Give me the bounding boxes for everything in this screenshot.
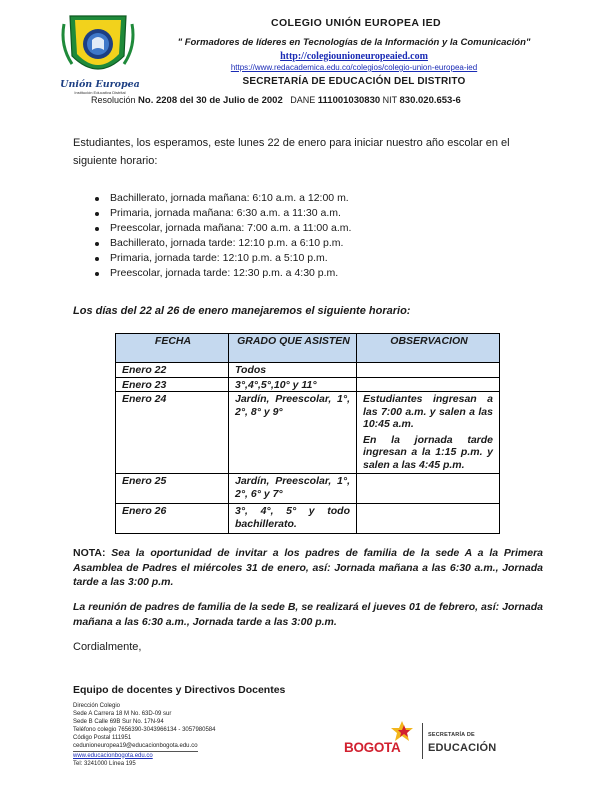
- redacademica-link[interactable]: https://www.redacademica.edu.co/colegios/colegio-union-europea-ied: [230, 63, 478, 72]
- footer-line: Tel: 3241000 Línea 195: [73, 760, 136, 767]
- school-motto: " Formadores de líderes en Tecnologías de la Información y la Comunicación": [177, 37, 531, 48]
- dane-label: DANE: [290, 95, 316, 105]
- resolution-line: [91, 95, 461, 106]
- logo-name: Unión Europea: [60, 79, 140, 90]
- date-cell: Enero 26: [116, 504, 229, 534]
- signature-team: Equipo de docentes y Directivos Docentes: [73, 684, 286, 696]
- observation-afternoon: En la jornada tarde ingresan a la 1:15 p.m. y salen a las 4:45 p.m.: [363, 433, 493, 471]
- table-row: [116, 363, 500, 378]
- school-name: COLEGIO UNIÓN EUROPEA IED: [270, 17, 442, 29]
- observation-morning: Estudiantes ingresan a las 7:00 a.m. y salen a las 10:45 a.m.: [363, 393, 493, 430]
- observation-cell: [357, 474, 500, 504]
- schedule-list: [95, 191, 351, 281]
- secretaria-title: SECRETARÍA DE EDUCACIÓN DEL DISTRITO: [242, 76, 466, 87]
- list-item: Bachillerato, jornada mañana: 6:10 a.m. a 12:00 m.: [95, 191, 351, 206]
- list-item: Bachillerato, jornada tarde: 12:10 p.m. a 6:10 p.m.: [95, 236, 351, 251]
- resolution-label: Resolución: [91, 95, 136, 105]
- closing: Cordialmente,: [73, 641, 142, 653]
- grades-cell: 3°, 4°, 5° y todo bachillerato.: [229, 504, 357, 534]
- column-header-fecha: FECHA: [116, 334, 229, 363]
- brand-divider: [422, 723, 423, 759]
- observation-cell: [357, 363, 500, 378]
- footer-line: Dirección Colegio: [73, 703, 121, 709]
- list-item: Primaria, jornada mañana: 6:30 a.m. a 11:30 a.m.: [95, 206, 351, 221]
- grades-cell: Jardín, Preescolar, 1°, 2°, 8° y 9°: [229, 392, 357, 474]
- date-cell: Enero 25: [116, 474, 229, 504]
- column-header-observacion: OBSERVACION: [357, 334, 500, 363]
- table-row: [116, 474, 500, 504]
- nit-value: 830.020.653-6: [399, 95, 461, 106]
- school-website-link[interactable]: http://colegiounioneuropeaied.com: [280, 51, 428, 62]
- date-cell: Enero 24: [116, 392, 229, 474]
- dane-value: 111001030830: [317, 95, 381, 106]
- grades-cell: Todos: [229, 363, 357, 378]
- table-header-row: [116, 334, 500, 363]
- date-cell: Enero 22: [116, 363, 229, 378]
- column-header-grado: GRADO QUE ASISTEN: [229, 334, 357, 363]
- list-item: Primaria, jornada tarde: 12:10 p.m. a 5:10 p.m.: [95, 251, 351, 266]
- logo-subcaption: Institución Educativa Distrital: [74, 90, 126, 95]
- footer-contact: [73, 702, 215, 768]
- list-item: Preescolar, jornada mañana: 7:00 a.m. a 11:00 a.m.: [95, 221, 351, 236]
- schedule-table: [115, 333, 500, 534]
- observation-cell: [357, 377, 500, 392]
- date-cell: Enero 23: [116, 377, 229, 392]
- footer-line: Código Postal 111951: [73, 735, 132, 742]
- footer-website-link[interactable]: www.educacionbogota.edu.co: [73, 752, 153, 759]
- resolution-value: No. 2208 del 30 de Julio de 2002: [138, 95, 283, 106]
- table-row: [116, 377, 500, 392]
- days-title: Los días del 22 al 26 de enero manejaremos el siguiente horario:: [73, 305, 411, 317]
- footer-line: Sede B Calle 69B Sur No. 17N-94: [73, 719, 164, 726]
- intro-paragraph: Estudiantes, los esperamos, este lunes 22 de enero para iniciar nuestro año escolar en el siguiente horario:: [73, 137, 510, 167]
- nota-text: Sea la oportunidad de invitar a los padres de familia de la sede A a la Primera Asamblea de Padres el miércoles 31 de enero, así: Jornada mañana a las 6:30 a.m., Jornada tarde a las 3:00 p.m.: [73, 547, 543, 588]
- table-row: [116, 392, 500, 474]
- educacion-text: EDUCACIÓN: [428, 742, 497, 754]
- table-row: [116, 504, 500, 534]
- secretaria-small-text: SECRETARÍA DE: [428, 732, 475, 738]
- observation-cell: [357, 504, 500, 534]
- grades-cell: 3°,4°,5°,10° y 11°: [229, 377, 357, 392]
- nota-lead: NOTA:: [73, 547, 106, 559]
- nota-paragraph: [73, 546, 543, 590]
- list-item: Preescolar, jornada tarde: 12:30 p.m. a 4:30 p.m.: [95, 266, 351, 281]
- footer-line: Sede A Carrera 18 M No. 63D-09 sur: [73, 711, 172, 718]
- nit-label: NIT: [382, 95, 397, 105]
- reunion-paragraph: La reunión de padres de familia de la sede B, se realizará el jueves 01 de febrero, así: Jornada mañana a las 6:30 a.m., Jornada tarde a las 3:00 p.m.: [73, 601, 543, 628]
- footer-line: Teléfono colegio 7656390-3043966134 - 3057980584: [73, 727, 216, 734]
- bogota-logo-text: BOGOTA: [344, 740, 401, 755]
- grades-cell: Jardín, Preescolar, 1°, 2°, 6° y 7°: [229, 474, 357, 504]
- observation-cell: [357, 392, 500, 474]
- footer-email[interactable]: cedunioneuropea19@educacionbogota.edu.co: [73, 742, 198, 751]
